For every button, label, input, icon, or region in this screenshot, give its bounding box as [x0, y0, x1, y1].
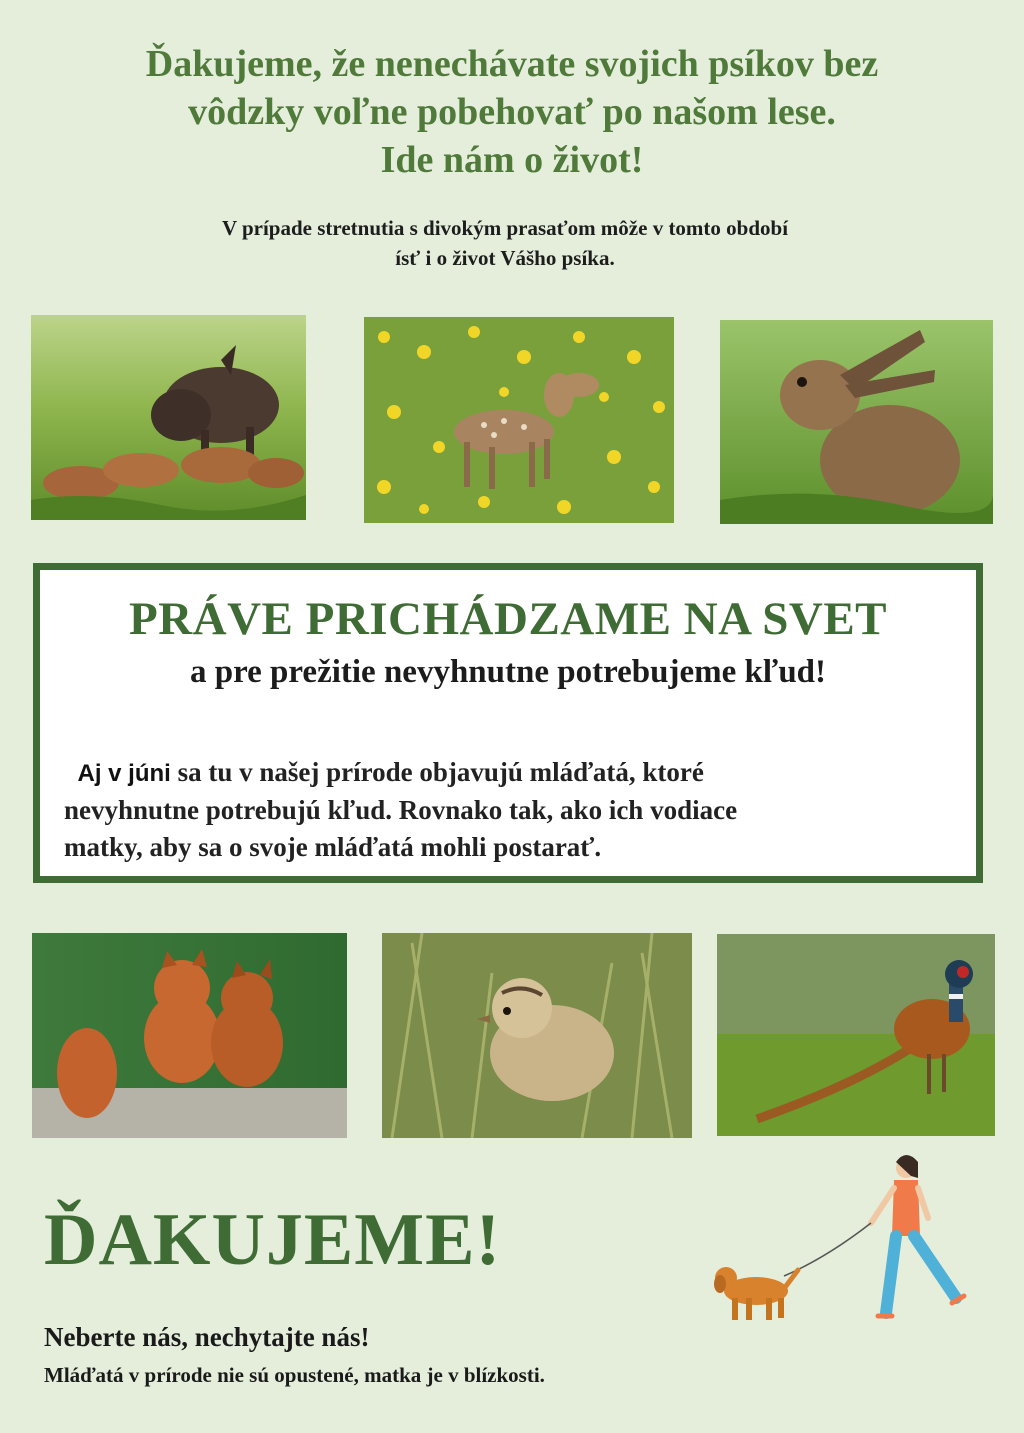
box-body-lead: Aj v júni — [77, 760, 171, 787]
box-subtitle: a pre prežitie nevyhnutne potrebujeme kľud! — [189, 654, 827, 690]
photo-pheasant — [717, 934, 995, 1136]
headline-line-3: Ide nám o život! — [380, 139, 644, 181]
box-title: PRÁVE PRICHÁDZAME NA SVET — [128, 593, 888, 645]
box-body-line-2: nevyhnutne potrebujú kľud. Rovnako tak, ako ich vodiace — [64, 795, 738, 825]
photo-fawn — [364, 317, 674, 523]
photo-pheasant-chick — [382, 933, 692, 1138]
warning-text — [0, 213, 1010, 273]
box-body-line-1-rest: sa tu v našej prírode objavujú mláďatá, ktoré — [170, 757, 704, 787]
footer-line-1: Neberte nás, nechytajte nás! — [44, 1322, 370, 1352]
footer-line-2: Mláďatá v prírode nie sú opustené, matka je v blízkosti. — [44, 1363, 545, 1387]
woman-walking-dog-illustration — [706, 1148, 976, 1328]
headline-line-1: Ďakujeme, že nenechávate svojich psíkov bez — [145, 43, 879, 85]
warning-line-2: ísť i o život Vášho psíka. — [395, 246, 615, 270]
headline — [0, 40, 1024, 184]
box-body-line-1 — [64, 754, 964, 792]
warning-line-1: V prípade stretnutia s divokým prasaťom môže v tomto období — [221, 216, 789, 240]
info-box — [33, 563, 983, 883]
box-body-line-3: matky, aby sa o svoje mláďatá mohli postarať. — [64, 832, 602, 862]
photo-squirrels — [32, 933, 347, 1138]
headline-line-2: vôdzky voľne pobehovať po našom lese. — [188, 91, 836, 133]
photo-hare — [720, 320, 993, 524]
photo-wild-boar — [31, 315, 306, 520]
thanks-heading: ĎAKUJEME! — [44, 1199, 502, 1281]
box-body — [64, 754, 964, 866]
